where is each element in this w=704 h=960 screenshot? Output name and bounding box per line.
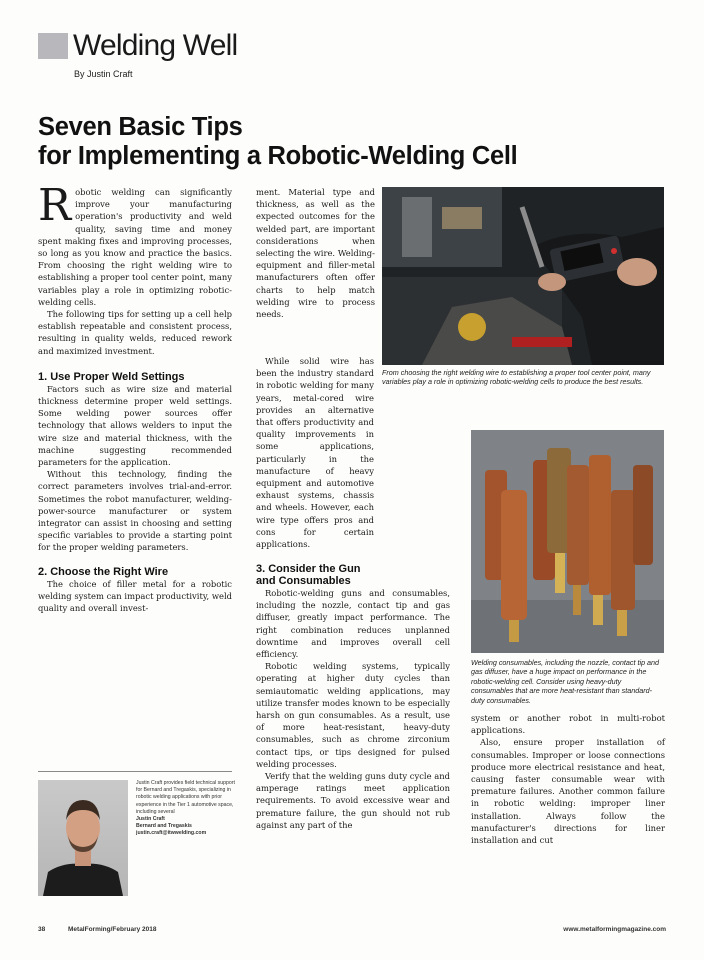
consumables-illustration — [471, 430, 664, 653]
intro-paragraph-2: The following tips for setting up a cell help establish repeatable and consistent process, resulting in quality welds, reduced rework and maximized investment. — [38, 309, 232, 356]
author-divider — [38, 771, 232, 772]
column-3-paragraph-2: Also, ensure proper installation of consumables. Improper or loose connections produce more electrical resistance and heat, causing faster consumable wear with premature failures. Another common failure in robotic welding: improper liner installation. Always follow the manufacturer's directions for liner installation and cut — [471, 737, 665, 846]
author-bio-block — [136, 780, 236, 838]
welding-cell-photo-caption: From choosing the right welding wire to establishing a proper tool center point, many variables play a role in optimizing robotic-welding cells to produce the best results. — [382, 368, 651, 387]
section-3-heading — [256, 563, 450, 587]
title-line-1: Seven Basic Tips — [38, 113, 243, 141]
author-name: Justin Craft — [136, 816, 165, 823]
welding-photo-illustration — [382, 187, 664, 365]
section-3-heading-line-2: and Consumables — [256, 575, 351, 587]
section-3-heading-line-1: 3. Consider the Gun — [256, 563, 361, 575]
author-company: Bernard and Tregaskis — [136, 823, 192, 830]
section-1-paragraph-1: Factors such as wire size and material thickness determine proper weld settings. Some welding power sources offer technology that allows welders to input the wire size and material thickness, with the machine suggesting recommended parameters for the application. — [38, 383, 232, 468]
section-3-paragraph-3: Verify that the welding guns duty cycle and amperage ratings meet application requirements. To avoid excessive wear and premature failure, the gun should not rub against any part of the — [256, 771, 450, 830]
title-line-2: for Implementing a Robotic-Welding Cell — [38, 142, 518, 170]
author-portrait-icon — [38, 780, 128, 896]
drop-cap: R — [38, 180, 72, 231]
welding-cell-photo — [382, 187, 664, 365]
column-2-paragraph-1: ment. Material type and thickness, as well as the expected outcomes for the welded part, are important considerations when selecting the wire. Welding-equipment and filler-metal manufacturers often offer charts to help match welding wire to process needs. — [256, 187, 375, 320]
section-3-paragraph-2: Robotic welding systems, typically operating at higher duty cycles than semiautomatic welding applications, may utilize transfer modes known to be especially harsh on gun consumables. As a result, use of more heat-resistant, heavy-duty consumables, such as chrome zirconium contact tips, or tips designed for pulsed welding processes. — [256, 661, 450, 769]
section-1-heading: 1. Use Proper Weld Settings — [38, 370, 185, 383]
consumables-photo — [471, 430, 664, 653]
column-name: Welding Well — [73, 29, 238, 62]
section-3-paragraph-1: Robotic-welding guns and consumables, including the nozzle, contact tip and gas diffuser, greatly impact performance. The right combination reduces unplanned downtime and improves overall cell efficiency. — [256, 588, 450, 660]
byline: By Justin Craft — [74, 69, 133, 79]
consumables-photo-caption: Welding consumables, including the nozzle, contact tip and gas diffuser, have a huge impact on performance in the robotic-welding cell. Consider using heavy-duty consumables that are more heat-resistant than standard-duty consumables. — [471, 658, 660, 705]
intro-paragraph — [38, 180, 232, 308]
intro-paragraph-text: obotic welding can significantly improve your manufacturing operation's productivity and weld quality, saving time and money spent making fixes and improving processes, so long as you know and practice the basics. From choosing the right welding wire to establishing a proper tool center point, many variables play a role in optimizing robotic-welding cells. — [38, 187, 232, 307]
website-link[interactable]: www.metalformingmagazine.com — [563, 926, 666, 933]
article-title — [38, 113, 678, 171]
column-accent-bar — [38, 33, 68, 59]
column-3-lower — [471, 712, 665, 846]
author-photo — [38, 780, 128, 896]
section-2-paragraph-1: The choice of filler metal for a robotic welding system can impact productivity, weld quality and overall invest- — [38, 578, 232, 614]
section-2-heading: 2. Choose the Right Wire — [38, 565, 169, 578]
column-2-lower — [256, 563, 450, 831]
issue-label: MetalForming/February 2018 — [68, 926, 157, 933]
author-email[interactable]: justin.craft@itwwelding.com — [136, 830, 207, 837]
column-2-paragraph-2: While solid wire has been the industry standard in robotic welding for many years, metal-cored wire provides an alternative that offers productivity and quality improvements in some applications, particularly in the manufacture of heavy equipment and automotive exhaust systems, chassis and wheels. However, each wire type offers pros and cons for certain applications. — [256, 356, 374, 550]
column-1 — [38, 180, 232, 614]
author-bio: Justin Craft provides field technical support for Bernard and Tregaskis, specializing in robotic welding applications with prior experience in the Tier 1 automotive space, including several — [136, 780, 235, 815]
section-1-paragraph-2: Without this technology, finding the correct parameters involves trial-and-error. Sometimes the robot manufacturer, welding-power-source manufacturer or system integrator can assist in choosing and setting specific variables to provide a starting point for the proper welding parameters. — [38, 469, 232, 553]
column-3-paragraph-1: system or another robot in multi-robot applications. — [471, 713, 665, 736]
page-number: 38 — [38, 926, 46, 933]
column-2-top — [256, 186, 375, 320]
